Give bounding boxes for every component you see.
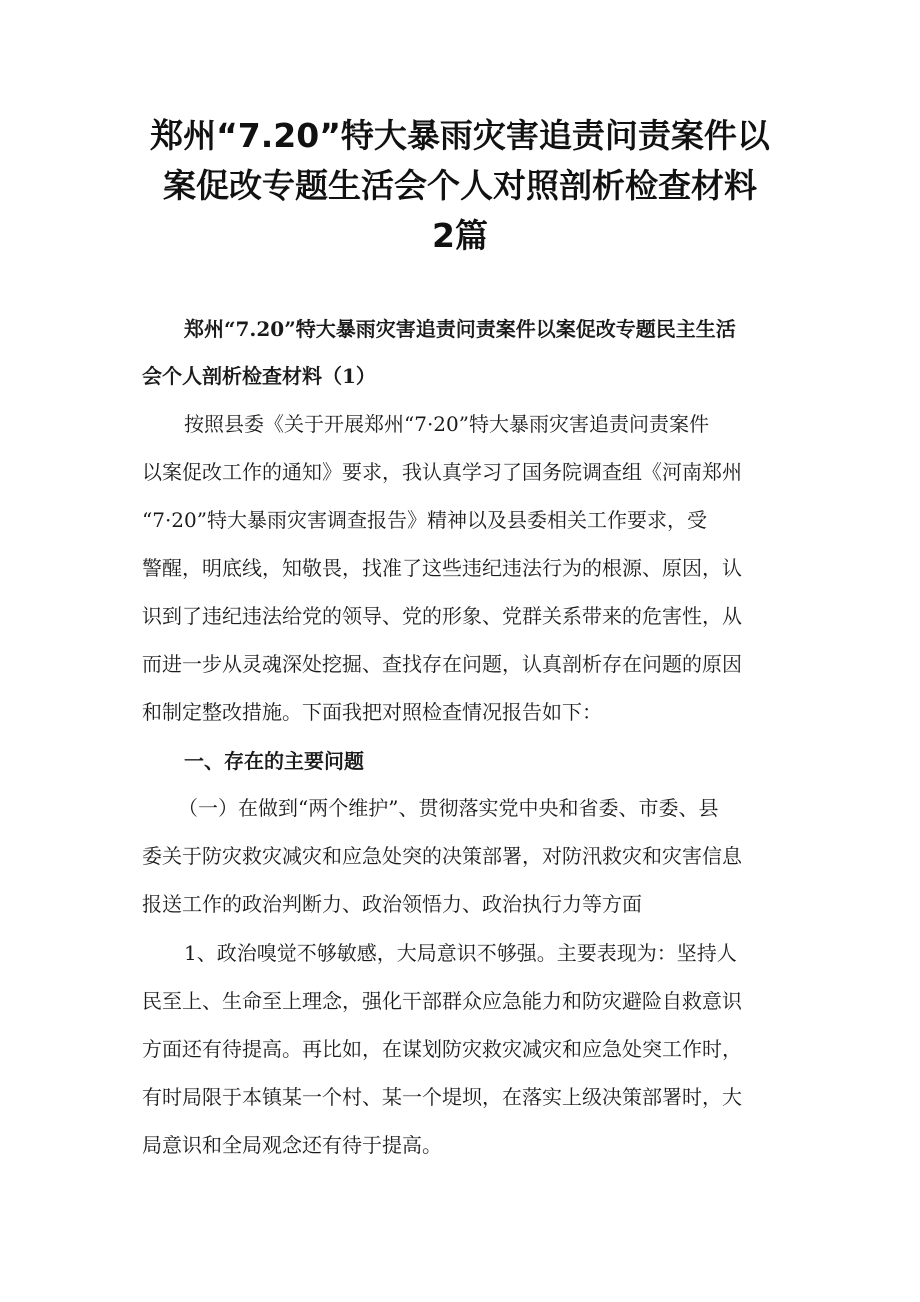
item-line-3: 方面还有待提高。再比如，在谋划防灾救灾减灾和应急处突工作时， <box>142 1037 742 1061</box>
intro-line-7: 和制定整改措施。下面我把对照检查情况报告如下： <box>142 700 602 724</box>
item-line-4: 有时局限于本镇某一个村、某一个堤坝，在落实上级决策部署时，大 <box>142 1085 742 1109</box>
document-title-line-1: 郑州“7.20”特大暴雨灾害追责问责案件以 <box>150 116 770 155</box>
item-line-5: 局意识和全局观念还有待于提高。 <box>142 1133 442 1157</box>
subtitle-line-2: 会个人剖析检查材料（1） <box>142 364 376 388</box>
section-heading-main-problems: 一、存在的主要问题 <box>184 749 364 773</box>
document-title-line-3: 2篇 <box>432 216 488 255</box>
item-line-2: 民至上、生命至上理念，强化干部群众应急能力和防灾避险自救意识 <box>142 989 742 1013</box>
intro-line-1: 按照县委《关于开展郑州“7·20”特大暴雨灾害追责问责案件 <box>184 412 709 436</box>
subsection-line-2: 委关于防灾救灾减灾和应急处突的决策部署，对防汛救灾和灾害信息 <box>142 844 742 868</box>
item-line-1: 1、政治嗅觉不够敏感，大局意识不够强。主要表现为：坚持人 <box>184 941 737 965</box>
subsection-line-3: 报送工作的政治判断力、政治领悟力、政治执行力等方面 <box>142 892 642 916</box>
document-title-line-2: 案促改专题生活会个人对照剖析检查材料 <box>163 166 757 205</box>
subtitle-line-1: 郑州“7.20”特大暴雨灾害追责问责案件以案促改专题民主生活 <box>184 317 736 341</box>
intro-line-6: 而进一步从灵魂深处挖掘、查找存在问题，认真剖析存在问题的原因 <box>142 652 742 676</box>
intro-line-5: 识到了违纪违法给党的领导、党的形象、党群关系带来的危害性，从 <box>142 604 742 628</box>
subsection-line-1: （一）在做到“两个维护”、贯彻落实党中央和省委、市委、县 <box>178 796 719 820</box>
intro-line-2: 以案促改工作的通知》要求，我认真学习了国务院调查组《河南郑州 <box>142 460 742 484</box>
intro-line-3: “7·20”特大暴雨灾害调查报告》精神以及县委相关工作要求，受 <box>142 508 707 532</box>
intro-line-4: 警醒，明底线，知敬畏，找准了这些违纪违法行为的根源、原因，认 <box>142 556 742 580</box>
